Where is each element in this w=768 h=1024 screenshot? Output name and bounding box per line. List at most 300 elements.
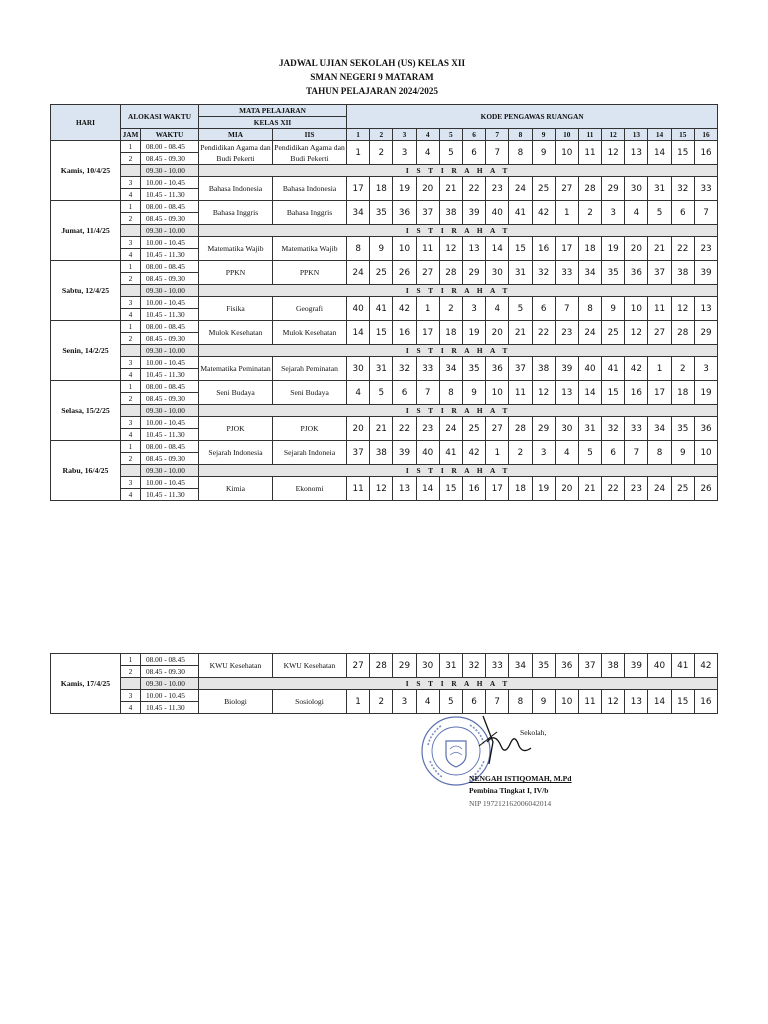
- subject-iis: PJOK: [273, 417, 347, 441]
- proctor-code: 23: [694, 237, 717, 261]
- proctor-code: 41: [671, 654, 694, 678]
- istirahat-label: I S T I R A H A T: [199, 345, 718, 357]
- jam-cell: [121, 225, 141, 237]
- subject-mia: Bahasa Inggris: [199, 201, 273, 225]
- jam-cell: [121, 285, 141, 297]
- proctor-code: 29: [532, 417, 555, 441]
- proctor-code: 30: [347, 357, 370, 381]
- proctor-code: 15: [671, 141, 694, 165]
- proctor-code: 5: [648, 201, 671, 225]
- proctor-code: 38: [671, 261, 694, 285]
- day-label: Jumat, 11/4/25: [51, 201, 121, 261]
- jam-cell: [121, 678, 141, 690]
- waktu-cell: 10.45 - 11.30: [141, 429, 199, 441]
- subject-iis: Mulok Kesehatan: [273, 321, 347, 345]
- proctor-code: 19: [532, 477, 555, 501]
- waktu-cell: 10.45 - 11.30: [141, 189, 199, 201]
- proctor-code: 8: [509, 690, 532, 714]
- proctor-code: 12: [370, 477, 393, 501]
- proctor-code: 36: [555, 654, 578, 678]
- proctor-code: 7: [625, 441, 648, 465]
- proctor-code: 13: [625, 141, 648, 165]
- header-room-6: 6: [462, 129, 485, 141]
- proctor-code: 1: [486, 441, 509, 465]
- header-hari: HARI: [51, 105, 121, 141]
- waktu-cell: 08.00 - 08.45: [141, 141, 199, 153]
- table-row: [51, 357, 718, 369]
- proctor-code: 41: [370, 297, 393, 321]
- proctor-code: 10: [555, 141, 578, 165]
- jam-cell: 1: [121, 441, 141, 453]
- proctor-code: 15: [509, 237, 532, 261]
- proctor-code: 29: [602, 177, 625, 201]
- schedule-table-main: [50, 104, 718, 501]
- subject-mia: Matematika Wajib: [199, 237, 273, 261]
- waktu-cell: 10.00 - 10.45: [141, 237, 199, 249]
- proctor-code: 31: [509, 261, 532, 285]
- proctor-code: 17: [555, 237, 578, 261]
- proctor-code: 8: [509, 141, 532, 165]
- proctor-code: 20: [416, 177, 439, 201]
- proctor-code: 13: [625, 690, 648, 714]
- proctor-code: 42: [625, 357, 648, 381]
- table-row: [51, 345, 718, 357]
- proctor-code: 12: [625, 321, 648, 345]
- proctor-code: 40: [347, 297, 370, 321]
- proctor-code: 15: [370, 321, 393, 345]
- table-row: [51, 678, 718, 690]
- proctor-code: 31: [648, 177, 671, 201]
- proctor-code: 3: [694, 357, 717, 381]
- proctor-code: 9: [602, 297, 625, 321]
- proctor-code: 7: [486, 690, 509, 714]
- waktu-cell: 08.00 - 08.45: [141, 261, 199, 273]
- jam-cell: [121, 345, 141, 357]
- subject-iis: Ekonomi: [273, 477, 347, 501]
- subject-iis: Sejarah Peminatan: [273, 357, 347, 381]
- proctor-code: 27: [486, 417, 509, 441]
- header-mata-pelajaran: MATA PELAJARAN: [199, 105, 347, 117]
- proctor-code: 19: [694, 381, 717, 405]
- waktu-cell: 09.30 - 10.00: [141, 405, 199, 417]
- header-room-2: 2: [370, 129, 393, 141]
- proctor-code: 39: [555, 357, 578, 381]
- proctor-code: 24: [509, 177, 532, 201]
- jam-cell: 1: [121, 381, 141, 393]
- proctor-code: 9: [532, 141, 555, 165]
- proctor-code: 14: [648, 690, 671, 714]
- proctor-code: 22: [602, 477, 625, 501]
- proctor-code: 12: [439, 237, 462, 261]
- subject-iis: PPKN: [273, 261, 347, 285]
- proctor-code: 22: [532, 321, 555, 345]
- istirahat-label: I S T I R A H A T: [199, 405, 718, 417]
- proctor-code: 10: [555, 690, 578, 714]
- waktu-cell: 10.45 - 11.30: [141, 249, 199, 261]
- header-room-3: 3: [393, 129, 416, 141]
- proctor-code: 7: [694, 201, 717, 225]
- proctor-code: 32: [602, 417, 625, 441]
- proctor-code: 39: [625, 654, 648, 678]
- proctor-code: 32: [462, 654, 485, 678]
- proctor-code: 28: [671, 321, 694, 345]
- proctor-code: 6: [602, 441, 625, 465]
- proctor-code: 11: [578, 690, 601, 714]
- proctor-code: 8: [347, 237, 370, 261]
- subject-mia: KWU Kesehatan: [199, 654, 273, 678]
- jam-cell: 3: [121, 477, 141, 489]
- jam-cell: 2: [121, 666, 141, 678]
- proctor-code: 23: [416, 417, 439, 441]
- subject-iis: Bahasa Indonesia: [273, 177, 347, 201]
- waktu-cell: 10.00 - 10.45: [141, 690, 199, 702]
- header-room-7: 7: [486, 129, 509, 141]
- waktu-cell: 08.00 - 08.45: [141, 654, 199, 666]
- proctor-code: 35: [602, 261, 625, 285]
- table-row: [51, 321, 718, 333]
- header-room-4: 4: [416, 129, 439, 141]
- proctor-code: 2: [370, 141, 393, 165]
- proctor-code: 7: [555, 297, 578, 321]
- proctor-code: 6: [462, 690, 485, 714]
- proctor-code: 13: [462, 237, 485, 261]
- proctor-code: 22: [671, 237, 694, 261]
- table-row: [51, 381, 718, 393]
- title-line-3: TAHUN PELAJARAN 2024/2025: [305, 86, 439, 96]
- waktu-cell: 10.00 - 10.45: [141, 357, 199, 369]
- proctor-code: 38: [602, 654, 625, 678]
- subject-mia: Fisika: [199, 297, 273, 321]
- day-label: Sabtu, 12/4/25: [51, 261, 121, 321]
- istirahat-label: I S T I R A H A T: [199, 678, 718, 690]
- proctor-code: 31: [439, 654, 462, 678]
- jam-cell: 4: [121, 249, 141, 261]
- day-label: Selasa, 15/2/25: [51, 381, 121, 441]
- waktu-cell: 08.45 - 09.30: [141, 153, 199, 165]
- jam-cell: 2: [121, 453, 141, 465]
- proctor-code: 1: [416, 297, 439, 321]
- proctor-code: 8: [439, 381, 462, 405]
- signature-role: Sekolah,: [520, 728, 547, 737]
- proctor-code: 9: [370, 237, 393, 261]
- proctor-code: 30: [486, 261, 509, 285]
- proctor-code: 36: [393, 201, 416, 225]
- waktu-cell: 08.45 - 09.30: [141, 666, 199, 678]
- header-room-10: 10: [555, 129, 578, 141]
- proctor-code: 41: [439, 441, 462, 465]
- proctor-code: 5: [439, 141, 462, 165]
- proctor-code: 27: [347, 654, 370, 678]
- proctor-code: 34: [347, 201, 370, 225]
- waktu-cell: 10.45 - 11.30: [141, 309, 199, 321]
- jam-cell: 3: [121, 690, 141, 702]
- proctor-code: 16: [625, 381, 648, 405]
- proctor-code: 16: [462, 477, 485, 501]
- header-jam: JAM: [121, 129, 141, 141]
- table-row: [51, 417, 718, 429]
- proctor-code: 6: [532, 297, 555, 321]
- proctor-code: 11: [347, 477, 370, 501]
- istirahat-label: I S T I R A H A T: [199, 465, 718, 477]
- proctor-code: 9: [671, 441, 694, 465]
- header-room-15: 15: [671, 129, 694, 141]
- proctor-code: 17: [486, 477, 509, 501]
- proctor-code: 7: [486, 141, 509, 165]
- jam-cell: 3: [121, 177, 141, 189]
- proctor-code: 21: [648, 237, 671, 261]
- subject-iis: KWU Kesehatan: [273, 654, 347, 678]
- proctor-code: 24: [347, 261, 370, 285]
- header-kelas: KELAS XII: [199, 117, 347, 129]
- waktu-cell: 09.30 - 10.00: [141, 165, 199, 177]
- waktu-cell: 10.45 - 11.30: [141, 489, 199, 501]
- waktu-cell: 09.30 - 10.00: [141, 678, 199, 690]
- proctor-code: 13: [555, 381, 578, 405]
- jam-cell: 2: [121, 273, 141, 285]
- proctor-code: 14: [486, 237, 509, 261]
- day-label: Kamis, 17/4/25: [51, 654, 121, 714]
- table-row: [51, 225, 718, 237]
- jam-cell: 4: [121, 189, 141, 201]
- proctor-code: 18: [671, 381, 694, 405]
- subject-mia: Biologi: [199, 690, 273, 714]
- proctor-code: 12: [671, 297, 694, 321]
- subject-mia: Bahasa Indonesia: [199, 177, 273, 201]
- proctor-code: 21: [509, 321, 532, 345]
- jam-cell: 2: [121, 333, 141, 345]
- proctor-code: 16: [694, 690, 717, 714]
- proctor-code: 17: [648, 381, 671, 405]
- jam-cell: 4: [121, 702, 141, 714]
- waktu-cell: 08.45 - 09.30: [141, 393, 199, 405]
- jam-cell: 4: [121, 489, 141, 501]
- jam-cell: 4: [121, 429, 141, 441]
- proctor-code: 39: [393, 441, 416, 465]
- proctor-code: 42: [532, 201, 555, 225]
- proctor-code: 4: [416, 690, 439, 714]
- proctor-code: 20: [555, 477, 578, 501]
- header-room-8: 8: [509, 129, 532, 141]
- proctor-code: 19: [462, 321, 485, 345]
- proctor-code: 3: [393, 141, 416, 165]
- proctor-code: 4: [347, 381, 370, 405]
- proctor-code: 32: [532, 261, 555, 285]
- table-row: [51, 165, 718, 177]
- proctor-code: 31: [370, 357, 393, 381]
- proctor-code: 42: [393, 297, 416, 321]
- proctor-code: 30: [555, 417, 578, 441]
- proctor-code: 11: [416, 237, 439, 261]
- proctor-code: 4: [625, 201, 648, 225]
- subject-iis: Seni Budaya: [273, 381, 347, 405]
- proctor-code: 24: [648, 477, 671, 501]
- proctor-code: 4: [486, 297, 509, 321]
- proctor-code: 2: [439, 297, 462, 321]
- proctor-code: 36: [694, 417, 717, 441]
- header-alokasi-waktu: ALOKASI WAKTU: [121, 105, 199, 129]
- proctor-code: 14: [347, 321, 370, 345]
- proctor-code: 39: [694, 261, 717, 285]
- table-row: [51, 465, 718, 477]
- table-row: [51, 177, 718, 189]
- waktu-cell: 10.00 - 10.45: [141, 477, 199, 489]
- proctor-code: 23: [486, 177, 509, 201]
- proctor-code: 1: [555, 201, 578, 225]
- proctor-code: 10: [625, 297, 648, 321]
- document-title: [0, 56, 744, 98]
- waktu-cell: 10.00 - 10.45: [141, 177, 199, 189]
- waktu-cell: 08.45 - 09.30: [141, 213, 199, 225]
- subject-mia: PPKN: [199, 261, 273, 285]
- proctor-code: 28: [509, 417, 532, 441]
- header-room-5: 5: [439, 129, 462, 141]
- waktu-cell: 09.30 - 10.00: [141, 345, 199, 357]
- subject-iis: Geografi: [273, 297, 347, 321]
- jam-cell: 1: [121, 141, 141, 153]
- jam-cell: 3: [121, 297, 141, 309]
- header-room-16: 16: [694, 129, 717, 141]
- proctor-code: 33: [416, 357, 439, 381]
- proctor-code: 34: [578, 261, 601, 285]
- proctor-code: 41: [602, 357, 625, 381]
- proctor-code: 26: [694, 477, 717, 501]
- jam-cell: [121, 165, 141, 177]
- day-label: Kamis, 10/4/25: [51, 141, 121, 201]
- table-row: [51, 261, 718, 273]
- proctor-code: 5: [439, 690, 462, 714]
- proctor-code: 4: [416, 141, 439, 165]
- proctor-code: 28: [439, 261, 462, 285]
- jam-cell: 4: [121, 369, 141, 381]
- proctor-code: 3: [393, 690, 416, 714]
- proctor-code: 21: [439, 177, 462, 201]
- proctor-code: 27: [648, 321, 671, 345]
- day-label: Rabu, 16/4/25: [51, 441, 121, 501]
- proctor-code: 22: [393, 417, 416, 441]
- proctor-code: 23: [625, 477, 648, 501]
- proctor-code: 11: [578, 141, 601, 165]
- proctor-code: 18: [509, 477, 532, 501]
- schedule-table-extra: [50, 653, 718, 714]
- proctor-code: 3: [532, 441, 555, 465]
- proctor-code: 28: [578, 177, 601, 201]
- proctor-code: 6: [671, 201, 694, 225]
- proctor-code: 1: [648, 357, 671, 381]
- jam-cell: [121, 405, 141, 417]
- subject-mia: PJOK: [199, 417, 273, 441]
- proctor-code: 35: [370, 201, 393, 225]
- table-row: [51, 654, 718, 666]
- proctor-code: 38: [532, 357, 555, 381]
- jam-cell: 1: [121, 654, 141, 666]
- proctor-code: 35: [532, 654, 555, 678]
- proctor-code: 10: [486, 381, 509, 405]
- proctor-code: 2: [671, 357, 694, 381]
- proctor-code: 26: [393, 261, 416, 285]
- subject-mia: Kimia: [199, 477, 273, 501]
- proctor-code: 30: [625, 177, 648, 201]
- header-room-1: 1: [347, 129, 370, 141]
- proctor-code: 8: [648, 441, 671, 465]
- table-row: [51, 141, 718, 153]
- proctor-code: 6: [393, 381, 416, 405]
- proctor-code: 40: [578, 357, 601, 381]
- proctor-code: 5: [370, 381, 393, 405]
- waktu-cell: 09.30 - 10.00: [141, 225, 199, 237]
- proctor-code: 11: [648, 297, 671, 321]
- proctor-code: 11: [509, 381, 532, 405]
- proctor-code: 12: [602, 690, 625, 714]
- proctor-code: 23: [555, 321, 578, 345]
- waktu-cell: 10.00 - 10.45: [141, 417, 199, 429]
- proctor-code: 21: [370, 417, 393, 441]
- subject-mia: Matematika Peminatan: [199, 357, 273, 381]
- day-label: Senin, 14/2/25: [51, 321, 121, 381]
- proctor-code: 29: [462, 261, 485, 285]
- table-row: [51, 405, 718, 417]
- proctor-code: 37: [347, 441, 370, 465]
- proctor-code: 10: [694, 441, 717, 465]
- header-room-14: 14: [648, 129, 671, 141]
- subject-iis: Matematika Wajib: [273, 237, 347, 261]
- jam-cell: 2: [121, 393, 141, 405]
- proctor-code: 25: [602, 321, 625, 345]
- proctor-code: 28: [370, 654, 393, 678]
- proctor-code: 38: [439, 201, 462, 225]
- waktu-cell: 09.30 - 10.00: [141, 285, 199, 297]
- jam-cell: 1: [121, 321, 141, 333]
- proctor-code: 3: [462, 297, 485, 321]
- waktu-cell: 08.00 - 08.45: [141, 201, 199, 213]
- proctor-code: 22: [462, 177, 485, 201]
- proctor-code: 25: [462, 417, 485, 441]
- proctor-code: 17: [416, 321, 439, 345]
- proctor-code: 29: [393, 654, 416, 678]
- jam-cell: 2: [121, 213, 141, 225]
- jam-cell: 3: [121, 417, 141, 429]
- table-row: [51, 201, 718, 213]
- proctor-code: 2: [509, 441, 532, 465]
- proctor-code: 16: [532, 237, 555, 261]
- proctor-code: 40: [486, 201, 509, 225]
- proctor-code: 2: [578, 201, 601, 225]
- proctor-code: 5: [578, 441, 601, 465]
- proctor-code: 40: [416, 441, 439, 465]
- proctor-code: 25: [532, 177, 555, 201]
- subject-iis: Sejarah Indoneia: [273, 441, 347, 465]
- signature-rank: Pembina Tingkat I, IV/b: [469, 786, 549, 795]
- proctor-code: 20: [486, 321, 509, 345]
- proctor-code: 14: [416, 477, 439, 501]
- proctor-code: 42: [694, 654, 717, 678]
- proctor-code: 33: [486, 654, 509, 678]
- proctor-code: 42: [462, 441, 485, 465]
- proctor-code: 30: [416, 654, 439, 678]
- table-row: [51, 441, 718, 453]
- proctor-code: 34: [648, 417, 671, 441]
- proctor-code: 5: [509, 297, 532, 321]
- subject-iis: Sosiologi: [273, 690, 347, 714]
- proctor-code: 20: [347, 417, 370, 441]
- proctor-code: 24: [439, 417, 462, 441]
- proctor-code: 16: [393, 321, 416, 345]
- proctor-code: 34: [439, 357, 462, 381]
- proctor-code: 38: [370, 441, 393, 465]
- proctor-code: 1: [347, 141, 370, 165]
- header-kode-pengawas: KODE PENGAWAS RUANGAN: [347, 105, 718, 129]
- proctor-code: 32: [393, 357, 416, 381]
- proctor-code: 29: [694, 321, 717, 345]
